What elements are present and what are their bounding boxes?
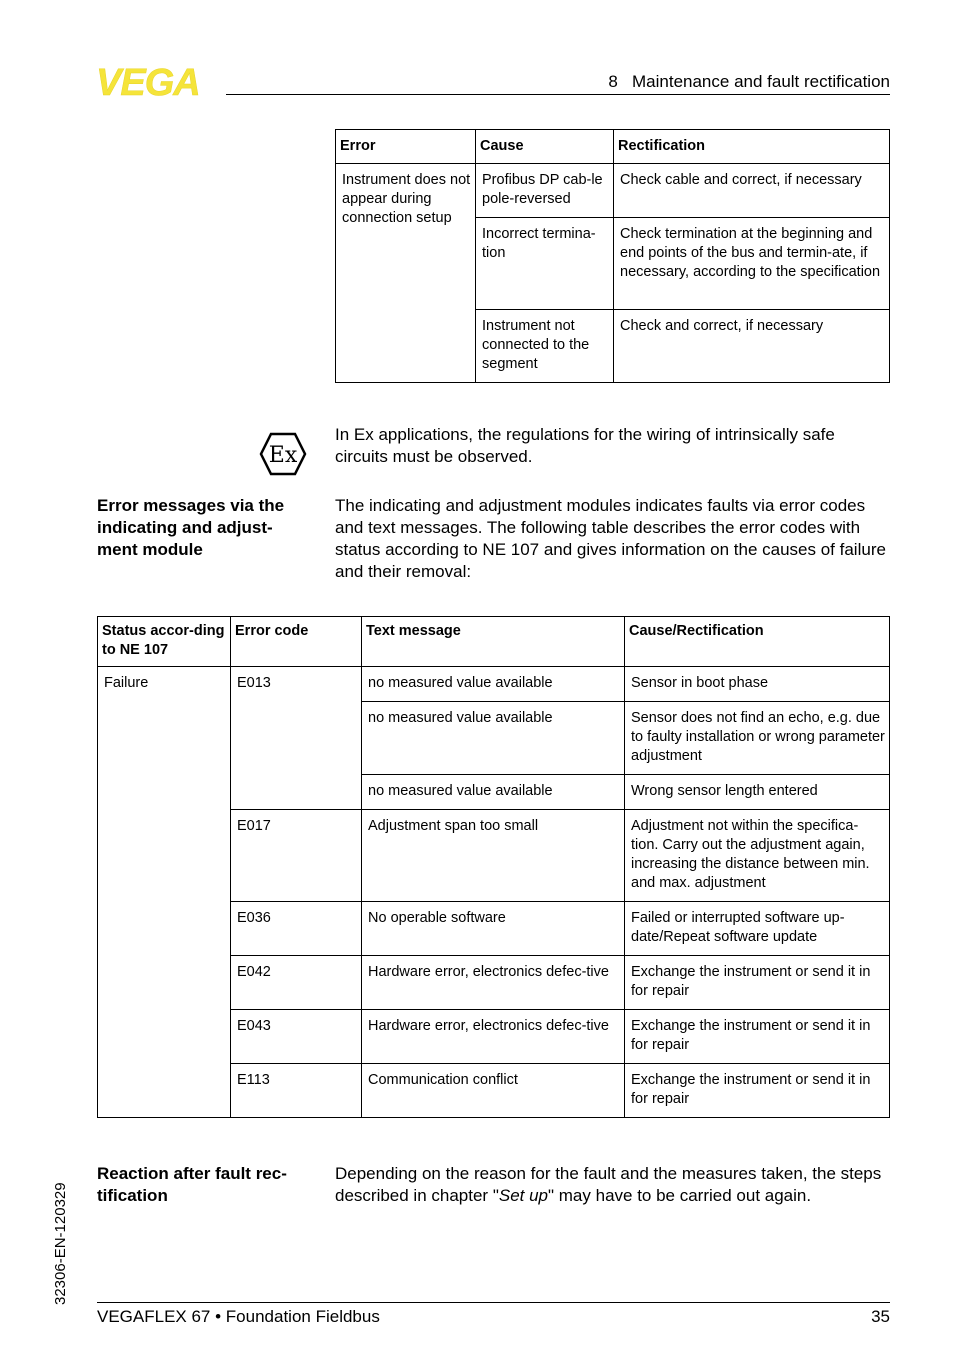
cause-cell: Incorrect termina-tion <box>476 218 614 310</box>
footer-title: VEGAFLEX 67 • Foundation Fieldbus <box>97 1307 380 1326</box>
cause-cell: Profibus DP cab-le pole-reversed <box>476 164 614 218</box>
code-cell: E042 <box>231 956 362 1010</box>
chapter-header: 8 Maintenance and fault rectification <box>608 72 890 91</box>
footer-rule <box>97 1302 890 1303</box>
document-code: 32306-EN-120329 <box>52 1182 69 1305</box>
code-cell: E013 <box>231 667 362 810</box>
message-cell: no measured value available <box>362 667 625 702</box>
page-number: 35 <box>871 1307 890 1326</box>
column-header: Rectification <box>614 130 890 164</box>
table-header-row <box>98 617 890 667</box>
column-header: Error <box>336 130 476 164</box>
svg-text:Ex: Ex <box>268 443 298 468</box>
message-cell: no measured value available <box>362 702 625 775</box>
column-header: Status accor-ding to NE 107 <box>98 617 231 667</box>
table-row <box>98 667 890 702</box>
section-heading: Error messages via the indicating and adjust-ment module <box>97 496 285 559</box>
error-cause-table <box>335 129 890 383</box>
rectification-cell: Check termination at the beginning and end points of the bus and termin-ate, if necessary, according to the specification <box>614 218 890 310</box>
table-row <box>336 164 890 218</box>
header-rule <box>226 94 890 95</box>
message-cell: Communication conflict <box>362 1064 625 1118</box>
column-header: Text message <box>362 617 625 667</box>
rectification-cell: Check and correct, if necessary <box>614 310 890 383</box>
cause-cell: Wrong sensor length entered <box>625 775 890 810</box>
logo-text: VEGA <box>96 64 200 98</box>
cause-cell: Sensor in boot phase <box>625 667 890 702</box>
text-run: " may have to be carried out again. <box>548 1186 812 1205</box>
message-cell: Hardware error, electronics defec-tive <box>362 1010 625 1064</box>
column-header: Cause <box>476 130 614 164</box>
text-run: Depending on the reason for the fault and the measures taken, the steps described in chapter " <box>335 1164 882 1205</box>
status-cell: Failure <box>98 667 231 1118</box>
message-cell: Hardware error, electronics defec-tive <box>362 956 625 1010</box>
column-header: Error code <box>231 617 362 667</box>
error-cell: Instrument does not appear during connection setup <box>336 164 476 383</box>
section-text: The indicating and adjustment modules indicates faults via error codes and text messages. The following table describes the error codes with status according to NE 107 and gives information on the causes of failure and their removal: <box>335 496 886 581</box>
table-header-row <box>336 130 890 164</box>
cause-cell: Failed or interrupted software up-date/Repeat software update <box>625 902 890 956</box>
section-text <box>335 1163 891 1207</box>
rectification-cell: Check cable and correct, if necessary <box>614 164 890 218</box>
cause-cell: Exchange the instrument or send it in for repair <box>625 1010 890 1064</box>
error-code-table <box>97 616 890 1118</box>
section-heading: Reaction after fault rec-tification <box>97 1164 287 1205</box>
cause-cell: Sensor does not find an echo, e.g. due to faulty installation or wrong parameter adjustment <box>625 702 890 775</box>
cause-cell: Exchange the instrument or send it in for repair <box>625 1064 890 1118</box>
chapter-reference: Set up <box>498 1186 549 1205</box>
cause-cell: Exchange the instrument or send it in for repair <box>625 956 890 1010</box>
ex-note: In Ex applications, the regulations for the wiring of intrinsically safe circuits must be observed. <box>335 425 835 466</box>
ex-protection-icon <box>259 432 307 476</box>
vega-logo <box>96 64 220 98</box>
message-cell: no measured value available <box>362 775 625 810</box>
code-cell: E036 <box>231 902 362 956</box>
code-cell: E017 <box>231 810 362 902</box>
column-header: Cause/Rectification <box>625 617 890 667</box>
code-cell: E043 <box>231 1010 362 1064</box>
message-cell: Adjustment span too small <box>362 810 625 902</box>
message-cell: No operable software <box>362 902 625 956</box>
cause-cell: Adjustment not within the specifica-tion. Carry out the adjustment again, increasing the distance between min. and max. adjustment <box>625 810 890 902</box>
code-cell: E113 <box>231 1064 362 1118</box>
cause-cell: Instrument not connected to the segment <box>476 310 614 383</box>
